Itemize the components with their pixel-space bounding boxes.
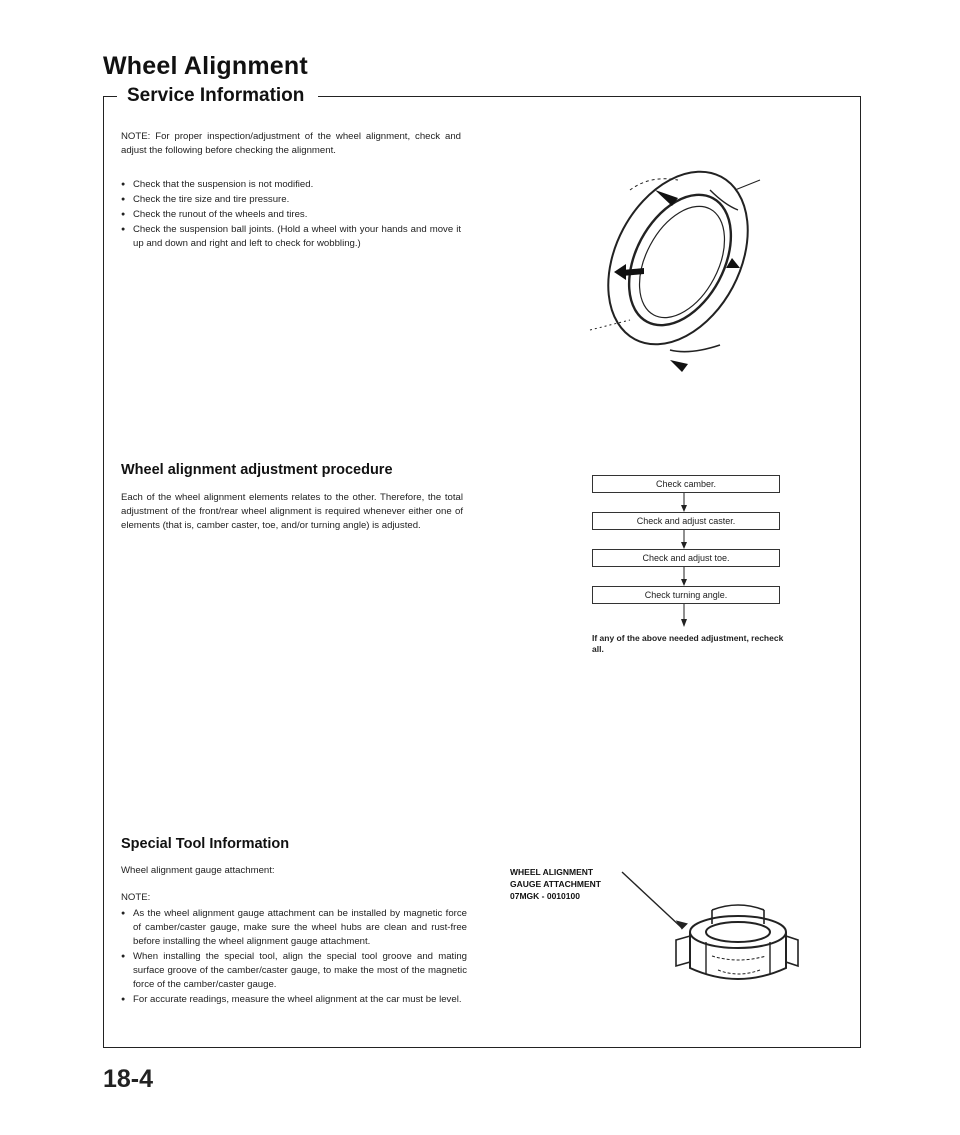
flow-step-caster: Check and adjust caster. (592, 512, 780, 530)
tool-label-line1: WHEEL ALIGNMENT (510, 867, 594, 877)
section-title: Service Information (127, 85, 312, 107)
procedure-heading: Wheel alignment adjustment procedure (121, 462, 393, 478)
special-tool-heading: Special Tool Information (121, 836, 290, 852)
flow-arrow-icon (676, 567, 692, 587)
procedure-text: Each of the wheel alignment elements relates to the other. Therefore, the total adjustment of the front/rear wheel alignment is required whenever either one of elements (that is, camber caster, toe, and/or turning angle) is adjusted. (121, 492, 463, 531)
flow-arrow-icon (676, 604, 692, 628)
pre-check-item: ● Check the runout of the wheels and tires. (121, 208, 461, 222)
page-number: 18-4 (103, 1065, 154, 1093)
flow-step-turning-angle: Check turning angle. (592, 586, 780, 604)
flow-recheck-note: If any of the above needed adjustment, recheck all. (592, 633, 784, 654)
intro-note: NOTE: For proper inspection/adjustment of the wheel alignment, check and adjust the following before checking the alignment. (121, 131, 461, 156)
special-tool-intro: Wheel alignment gauge attachment: (121, 865, 275, 876)
special-tool-note-item: ● As the wheel alignment gauge attachment can be installed by magnetic force of camber/caster gauge, make sure the wheel hubs are clean and rust-free before installing the wheel alignment gauge attachment. (121, 907, 467, 949)
flow-arrow-icon (676, 493, 692, 513)
pre-check-list (121, 178, 461, 252)
pre-check-item: ● Check that the suspension is not modified. (121, 178, 461, 192)
tool-label-line2: GAUGE ATTACHMENT (510, 879, 601, 889)
frame-top-right-rule (318, 96, 861, 97)
frame-top-left-rule (103, 96, 117, 97)
tool-part-number: 07MGK - 0010100 (510, 891, 580, 901)
pre-check-item: ● Check the suspension ball joints. (Hold a wheel with your hands and move it up and down and right and left to check for wobbling.) (121, 223, 461, 251)
flow-arrow-icon (676, 530, 692, 550)
tool-label (510, 866, 601, 902)
gauge-attachment-illustration (620, 870, 800, 1000)
wheel-wobble-illustration (560, 150, 780, 380)
page-title: Wheel Alignment (103, 52, 308, 80)
special-tool-note-item: ● For accurate readings, measure the wheel alignment at the car must be level. (121, 993, 467, 1007)
special-tool-notes (121, 907, 467, 1008)
flow-step-camber: Check camber. (592, 475, 780, 493)
special-tool-note-label: NOTE: (121, 892, 151, 903)
pre-check-item: ● Check the tire size and tire pressure. (121, 193, 461, 207)
special-tool-note-item: ● When installing the special tool, align the special tool groove and mating surface groove of the camber/caster gauge, to make the most of the magnetic force of the camber/caster gauge. (121, 950, 467, 992)
flow-step-toe: Check and adjust toe. (592, 549, 780, 567)
